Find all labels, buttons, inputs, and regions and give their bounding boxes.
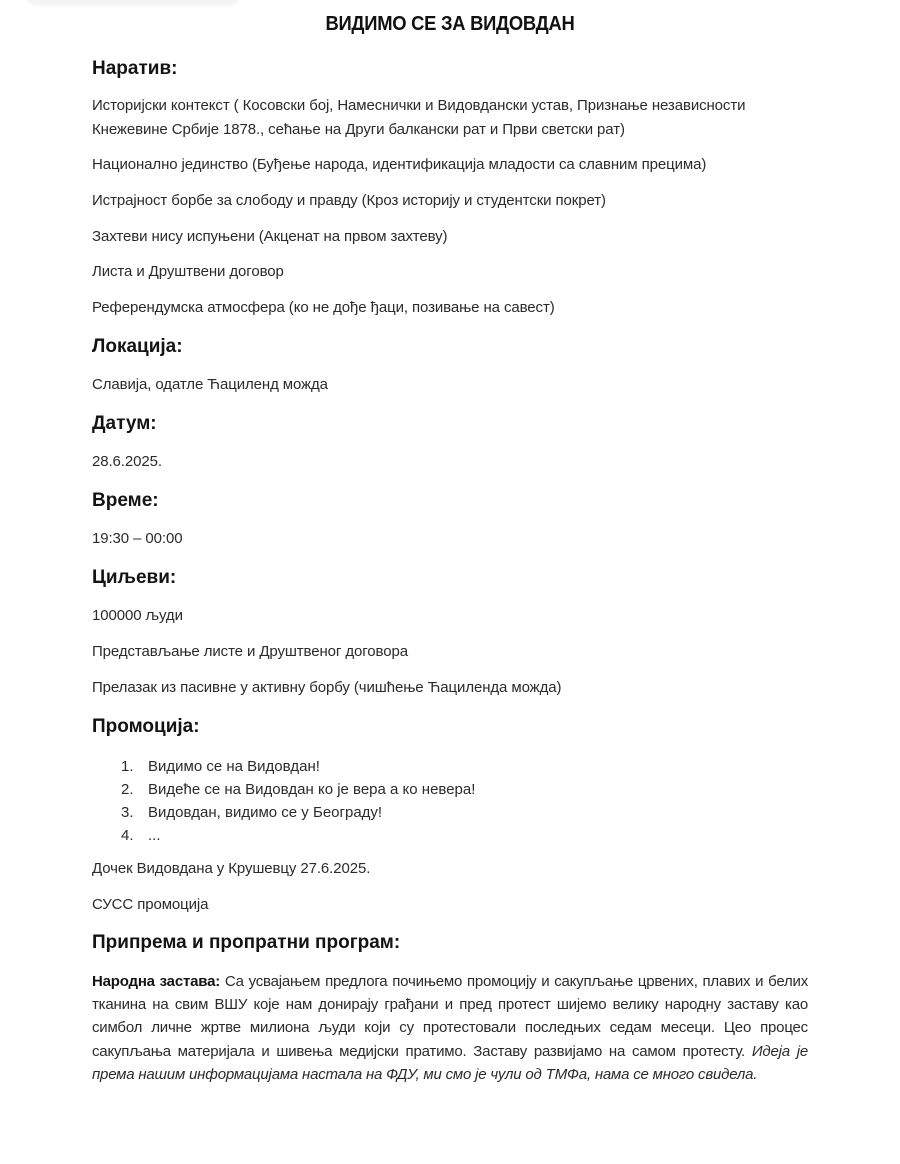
list-text: Видимо се на Видовдан! [148,758,320,775]
goal-item: Прелазак из пасивне у активну борбу (чишћење Ћациленда можда) [92,679,562,696]
narrative-item: Листа и Друштвени договор [92,263,284,280]
list-text: ... [148,827,161,844]
location-value: Славија, одатле Ћациленд можда [92,376,328,393]
heading-preparation: Припрема и пропратни програм: [92,932,401,953]
paragraph-lead: Народна застава: [92,973,221,990]
list-number: 1. [121,758,134,775]
narrative-item: Кнежевине Србије 1878., сећање на Други балкански рат и Први светски рат) [92,121,625,138]
list-number: 3. [121,804,134,821]
heading-location: Локација: [92,336,183,357]
list-text: Видеће се на Видовдан ко је вера а ко невера! [148,781,476,798]
promotion-note: СУСС промоција [92,896,209,913]
paragraph-body: Са усвајањем предлога почињемо промоцију и сакупљање црвених, плавих и белих тканина на свим ВШУ које нам донирају грађани и пред протест шијемо велику народну заставу као симбол личне жртве милиона људи који су протестовали последњих седам месеци. Цео процес сакупљања материјала и шивења медијски пратимо. Заставу развијамо на самом протесту. [92,973,809,1060]
list-number: 2. [121,781,134,798]
narrative-item: Референдумска атмосфера (ко не дође ђаци, позивање на савест) [92,299,555,316]
paragraph-italic-note: Идеја је према нашим информацијама настала на ФДУ, ми смо је чули од ТМФа, нама се много свидела. [92,1042,808,1083]
narrative-item: Национално јединство (Буђење народа, идентификација младости са славним прецима) [92,156,707,173]
heading-date: Датум: [92,413,157,434]
list-item [121,778,475,801]
page-title: ВИДИМО СЕ ЗА ВИДОВДАН [325,13,575,35]
list-number: 4. [121,827,134,844]
narrative-item: Захтеви нису испуњени (Акценат на првом захтеву) [92,228,448,245]
promotion-slogan-list [121,755,475,847]
heading-promotion: Промоција: [92,716,200,737]
heading-narrative: Наратив: [92,58,178,79]
goal-item: Представљање листе и Друштвеног договора [92,643,408,660]
list-item [121,824,475,847]
promotion-note: Дочек Видовдана у Крушевцу 27.6.2025. [92,860,371,877]
time-value: 19:30 – 00:00 [92,530,183,547]
list-item [121,755,475,778]
top-toolbar-edge [26,0,240,4]
list-text: Видовдан, видимо се у Београду! [148,804,383,821]
heading-goals: Циљеви: [92,567,177,588]
preparation-paragraph [92,970,808,1086]
date-value: 28.6.2025. [92,453,162,470]
heading-time: Време: [92,490,159,511]
goal-item: 100000 људи [92,607,183,624]
list-item [121,801,475,824]
narrative-item: Историјски контекст ( Косовски бој, Намеснички и Видовдански устав, Признање независности [92,97,746,114]
narrative-item: Истрајност борбе за слободу и правду (Кроз историју и студентски покрет) [92,192,606,209]
